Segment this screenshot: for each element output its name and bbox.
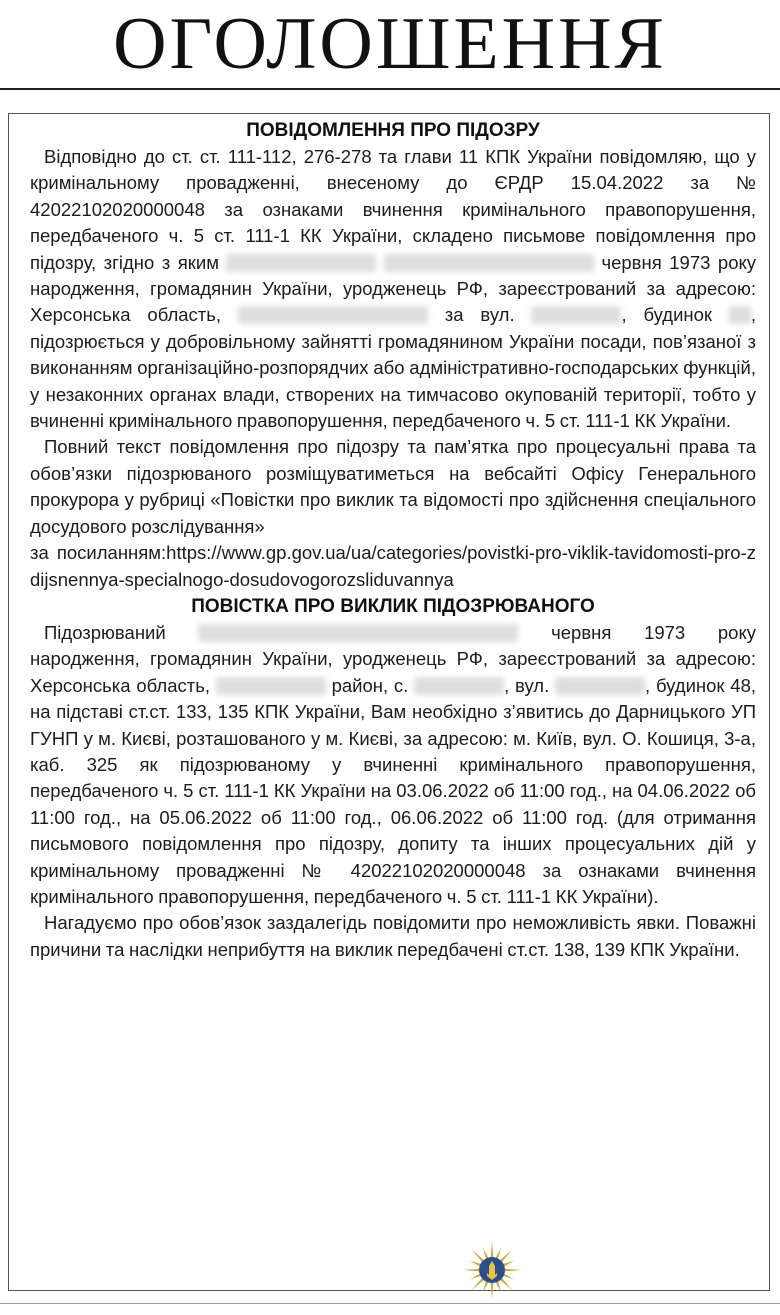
redacted-street (555, 677, 645, 695)
notice-text-c: за вул. (444, 304, 515, 326)
summons-reminder-paragraph: Нагадуємо про обов’язок заздалегідь повідомити про неможливість явки. Поважні причини та наслідки неприбуття на виклик передбачені ст.ст. 138, 139 КПК України. (30, 912, 756, 960)
redacted-house (729, 306, 751, 324)
emblem-ray (499, 1277, 512, 1290)
notice-heading: ПОВІДОМЛЕННЯ ПРО ПІДОЗРУ (246, 120, 540, 141)
notice-fulltext-paragraph: Повний текст повідомлення про підозру та пам’ятка про процесуальні права та обов’язки підозрюваного розміщуватиметься на вебсайті Офісу Генерального прокурора у рубриці «Повістки про виклик та відомості про здійснення спеціального досудового розслідування» (30, 436, 756, 537)
masthead-title: ОГОЛОШЕННЯ (113, 3, 667, 85)
notice-text-a: Відповідно до ст. ст. 111-112, 276-278 та глави 11 КПК України повідомляю, що у кримінальному провадженні, внесеному до ЄРДР 15.04.2022 за № 42022102020000048 за ознаками вчинення кримінального правопорушення, передбаченого ч. 5 ст. 111-1 КК України, складено письмове повідомлення про підозру, згідно з яким (30, 146, 756, 273)
bottom-divider (0, 1303, 780, 1307)
redacted-village (414, 677, 504, 695)
summons-text-b: червня 1973 року народження, громадянин України, уродженець РФ, зареєстрований за адресою: Херсонська область, (30, 621, 757, 696)
emblem-ray (472, 1277, 485, 1290)
emblem-ray (491, 1241, 494, 1258)
redacted-district (238, 306, 428, 324)
emblem-ray (499, 1250, 512, 1263)
announcement-content (30, 117, 756, 963)
summons-heading: ПОВІСТКА ПРО ВИКЛИК ПІДОЗРЮВАНОГО (191, 595, 595, 617)
police-star-emblem-icon (462, 1240, 522, 1300)
masthead (0, 0, 780, 90)
summons-text-c: район, с. (331, 674, 409, 696)
summons-paragraph (30, 620, 756, 910)
redacted-street (531, 306, 621, 324)
gp-url-link[interactable]: https://www.gp.gov.ua/ua/categories/povistki-pro-viklik-tavidomosti-pro-zdijsnennya-specialnogo-dosudovogorozsliduvannya (30, 542, 756, 590)
notice-paragraph (30, 144, 756, 434)
notice-text-e: , підозрюється у добровільному зайнятті громадянином України посади, пов’язаної з виконанням організаційно-розпорядчих або адміністративно-господарських функцій, у незаконних органах влади, створених на тимчасово окупованій території, тобто у вчиненні кримінального правопорушення, передбаченого ч. 5 ст. 111-1 КК України. (30, 304, 757, 432)
redacted-name (226, 254, 376, 272)
link-label: за посиланням: (30, 542, 167, 564)
redacted-district (216, 677, 326, 695)
redacted-name (384, 254, 594, 272)
emblem-ray (463, 1269, 480, 1272)
emblem-ray (472, 1250, 485, 1263)
redacted-name (198, 624, 518, 642)
summons-text-e: , будинок 48, на підставі ст.ст. 133, 135 КПК України, Вам необхідно з’явитись до Дарницького УП ГУНП у м. Києві, розташованого у м. Києві, за адресою: м. Київ, вул. О. Кошиця, 3-а, каб. 325 як підозрюваному у вчиненні кримінального правопорушення, передбаченого ч. 5 ст. 111-1 КК України на 03.06.2022 об 11:00 год., на 04.06.2022 об 11:00 год., на 05.06.2022 об 11:00 год., 06.06.2022 об 11:00 год. (для отримання письмового повідомлення про підозру, допиту та інших процесуальних дій у кримінальному провадженні № 42022102020000048 за ознаками вчинення кримінального правопорушення, передбаченого ч. 5 ст. 111-1 КК України). (30, 674, 757, 907)
summons-text-a: Підозрюваний (44, 621, 166, 643)
notice-text-d: , будинок (621, 304, 713, 326)
emblem-ray (491, 1282, 494, 1299)
notice-text-b: червня 1973 року народження, громадянин України, уродженець РФ, зареєстрований за адресою: Херсонська область, (30, 251, 757, 326)
summons-text-d: , вул. (504, 674, 550, 696)
emblem-ray (504, 1269, 521, 1272)
notice-link-paragraph (30, 540, 756, 593)
